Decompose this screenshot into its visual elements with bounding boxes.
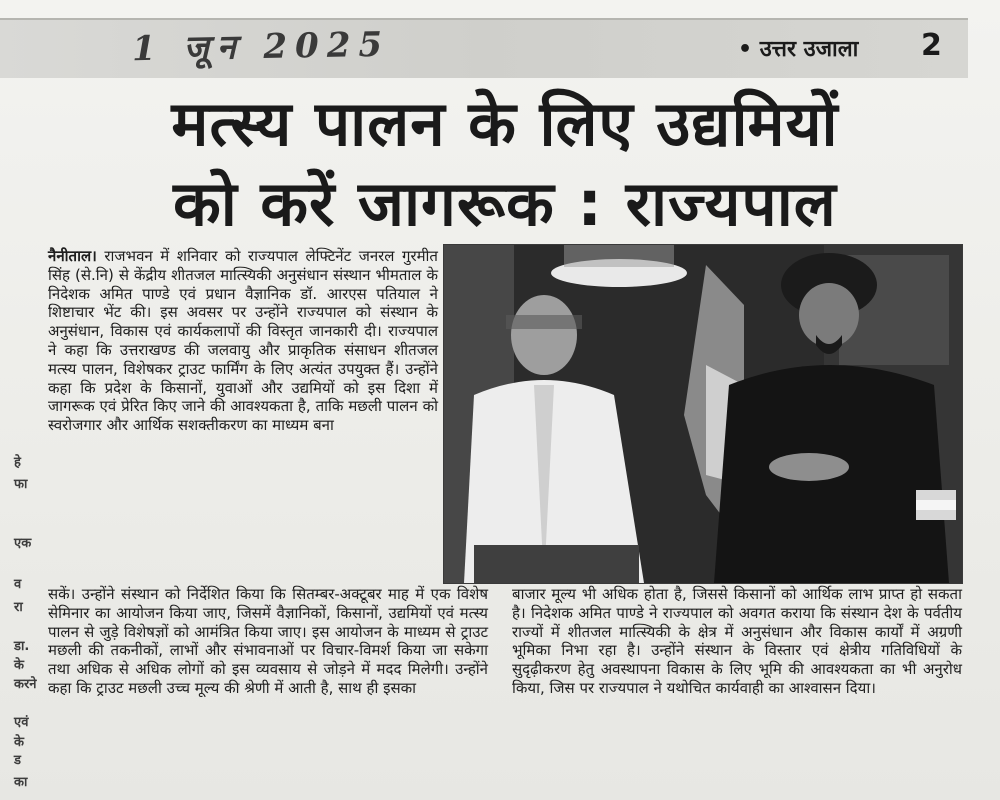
article-body-part-2: सकें। उन्होंने संस्थान को निर्देशित किया कि सितम्बर-अक्टूबर माह में एक विशेष सेमिनार का आयोजन किया जाए, जिसमें वैज्ञानिकों, किसानों, उद्यमियों एवं मत्स्य पालन से जुड़े विशेषज्ञों को आमंत्रित किया जाए। इस आयोजन के माध्यम से ट्राउट मछली की तकनीकों, लाभों और संभावनाओं पर विचार-विमर्श किया जा सकेगा तथा अधिक से अधिक लोगों को इस व्यवसाय से जोड़ने में मदद मिलेगी। उन्होंने कहा कि ट्राउट मछली उच्च मूल्य की श्रेणी में आती है, साथ ही इसका — [48, 585, 488, 697]
article-body-part-3: बाजार मूल्य भी अधिक होता है, जिससे किसानों को आर्थिक लाभ प्राप्त हो सकता है। निदेशक अमित पाण्डे ने राज्यपाल को अवगत कराया कि संस्थान देश के पर्वतीय राज्यों में शीतजल मात्स्यिकी के क्षेत्र में अनुसंधान और विकास कार्यों में अग्रणी भूमिका निभा रहा है। उन्होंने संस्थान के विस्तार एवं क्षेत्रीय गतिविधियों के सुदृढ़ीकरण हेतु अवस्थापना विकास के लिए भूमि की आवश्यकता का भी अनुरोध किया, जिस पर राज्यपाल ने यथोचित कार्यवाही का आश्वासन दिया। — [512, 585, 962, 697]
handwritten-date: 1 जून 2025 — [131, 24, 391, 70]
margin-fragment: करने — [14, 677, 37, 692]
margin-fragment: रा — [14, 600, 23, 615]
article-dateline: नैनीताल। — [48, 247, 97, 265]
margin-fragment: एक — [14, 536, 32, 551]
margin-fragment: फा — [14, 477, 28, 492]
margin-fragment: हे — [14, 455, 21, 470]
margin-fragment: के — [14, 658, 24, 673]
article-column-left-upper — [48, 247, 438, 435]
article-body-part-1: राजभवन में शनिवार को राज्यपाल लेफ्टिनेंट जनरल गुरमीत सिंह (से.नि) से केंद्रीय शीतजल मात्स्यिकी अनुसंधान संस्थान भीमताल के निदेशक अमित पाण्डे एवं प्रधान वैज्ञानिक डॉ. आरएस पतियाल ने शिष्टाचार भेंट की। इस अवसर पर उन्होंने राज्यपाल को संस्थान के अनुसंधान, विकास एवं कार्यकलापों की विस्तृत जानकारी दी। राज्यपाल ने कहा कि उत्तराखण्ड की जलवायु और प्राकृतिक संसाधन शीतजल मत्स्य पालन, विशेषकर ट्राउट फार्मिंग के लिए अत्यंत उपयुक्त हैं। उन्होंने कहा कि प्रदेश के किसानों, युवाओं और उद्यमियों को इस दिशा में जागरूक एवं प्रेरित किए जाने की आवश्यकता है, ताकि मछली पालन को स्वरोजगार और आर्थिक सशक्तीकरण का माध्यम बना — [48, 247, 438, 435]
photo-illustration — [444, 245, 962, 583]
headline-line-1: मत्स्य पालन के लिए उद्यमियों — [171, 87, 839, 160]
article-column-right — [512, 585, 962, 698]
margin-fragment: एवं — [14, 715, 29, 730]
article-headline — [40, 84, 970, 244]
margin-fragment: डा. — [14, 639, 30, 654]
headline-line-2: को करें जागरूक : राज्यपाल — [173, 167, 837, 240]
article-column-left-lower — [48, 585, 488, 698]
page-number: 2 — [921, 28, 942, 63]
news-photograph — [443, 244, 963, 584]
margin-fragment: व — [14, 577, 22, 592]
margin-fragment: के — [14, 735, 24, 750]
newspaper-name: • उत्तर उजाला — [738, 37, 859, 62]
margin-fragment: ड — [14, 753, 21, 768]
margin-fragment: का — [14, 775, 28, 790]
